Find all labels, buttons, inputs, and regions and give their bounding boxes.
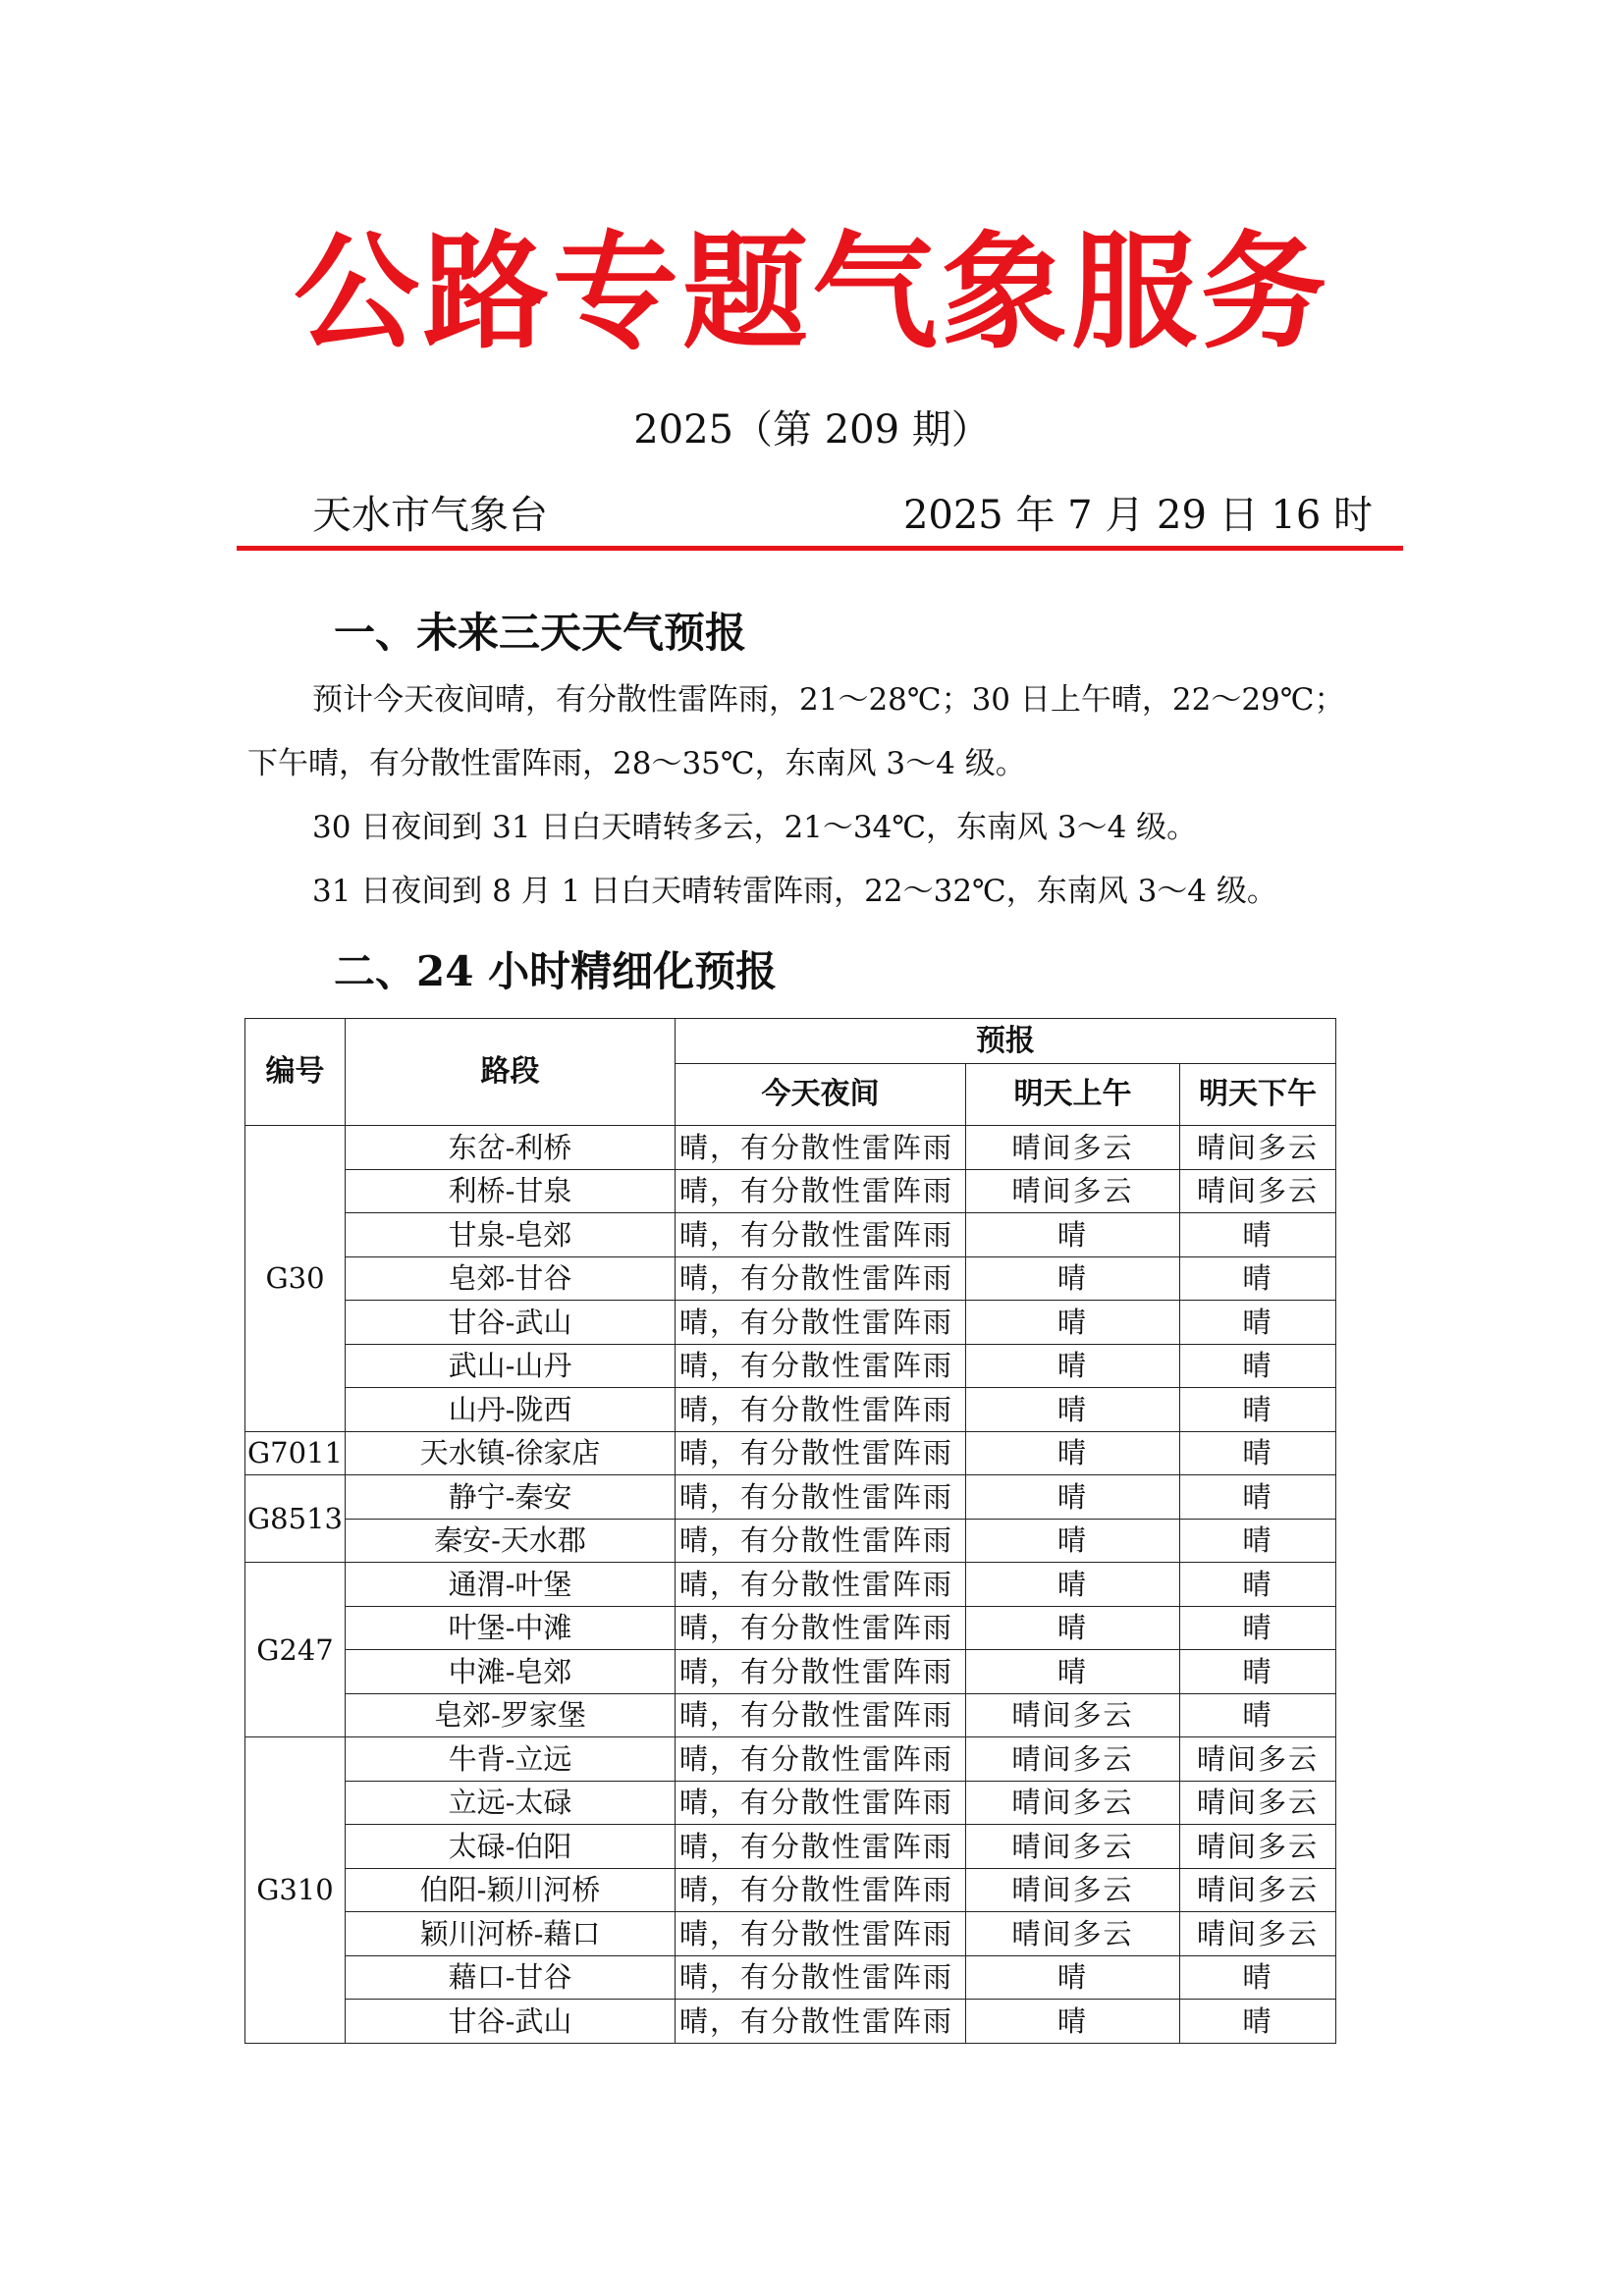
forecast-table-body	[245, 1126, 1336, 2044]
section1-heading: 一、未来三天天气预报	[334, 609, 747, 657]
table-row	[245, 1912, 1336, 1956]
tomorrow-pm-cell: 晴	[1180, 1256, 1336, 1301]
tonight-cell: 晴，有分散性雷阵雨	[676, 1388, 966, 1432]
tonight-cell: 晴，有分散性雷阵雨	[676, 1126, 966, 1170]
tomorrow-pm-cell: 晴间多云	[1180, 1781, 1336, 1825]
tomorrow-pm-cell: 晴	[1180, 1301, 1336, 1345]
tomorrow-pm-cell: 晴	[1180, 1431, 1336, 1475]
column-header-segment: 路段	[346, 1019, 676, 1126]
table-row	[245, 1344, 1336, 1388]
table-row	[245, 1519, 1336, 1563]
tomorrow-am-cell: 晴	[966, 1431, 1180, 1475]
segment-cell: 太碌-伯阳	[346, 1825, 676, 1869]
segment-cell: 立远-太碌	[346, 1781, 676, 1825]
tomorrow-pm-cell: 晴	[1180, 1213, 1336, 1257]
tomorrow-am-cell: 晴间多云	[966, 1126, 1180, 1170]
document-title: 公路专题气象服务	[293, 219, 1330, 366]
tomorrow-pm-cell: 晴间多云	[1180, 1825, 1336, 1869]
tomorrow-am-cell: 晴间多云	[966, 1912, 1180, 1956]
tomorrow-pm-cell: 晴	[1180, 2000, 1336, 2044]
tomorrow-am-cell: 晴间多云	[966, 1825, 1180, 1869]
tomorrow-pm-cell: 晴	[1180, 1344, 1336, 1388]
route-id-cell: G310	[245, 1737, 346, 2044]
tomorrow-pm-cell: 晴间多云	[1180, 1126, 1336, 1170]
tomorrow-pm-cell: 晴	[1180, 1563, 1336, 1607]
tonight-cell: 晴，有分散性雷阵雨	[676, 1650, 966, 1694]
route-id-cell: G8513	[245, 1475, 346, 1563]
tomorrow-am-cell: 晴	[966, 1344, 1180, 1388]
tomorrow-pm-cell: 晴间多云	[1180, 1169, 1336, 1213]
table-row	[245, 1475, 1336, 1520]
tomorrow-pm-cell: 晴	[1180, 1519, 1336, 1563]
tomorrow-pm-cell: 晴	[1180, 1606, 1336, 1650]
column-header-id: 编号	[245, 1019, 346, 1126]
segment-cell: 甘泉-皂郊	[346, 1213, 676, 1257]
tomorrow-am-cell: 晴	[966, 1650, 1180, 1694]
tonight-cell: 晴，有分散性雷阵雨	[676, 1519, 966, 1563]
table-row	[245, 1256, 1336, 1301]
tomorrow-am-cell: 晴间多云	[966, 1693, 1180, 1737]
table-row	[245, 2000, 1336, 2044]
table-row	[245, 1606, 1336, 1650]
segment-cell: 山丹-陇西	[346, 1388, 676, 1432]
tomorrow-am-cell: 晴间多云	[966, 1868, 1180, 1912]
tomorrow-pm-cell: 晴	[1180, 1955, 1336, 2000]
tonight-cell: 晴，有分散性雷阵雨	[676, 1606, 966, 1650]
segment-cell: 颖川河桥-藉口	[346, 1912, 676, 1956]
tonight-cell: 晴，有分散性雷阵雨	[676, 1912, 966, 1956]
segment-cell: 天水镇-徐家店	[346, 1431, 676, 1475]
tomorrow-am-cell: 晴	[966, 1256, 1180, 1301]
tonight-cell: 晴，有分散性雷阵雨	[676, 1431, 966, 1475]
issue-date: 2025 年 7 月 29 日 16 时	[902, 493, 1373, 538]
forecast-paragraph: 下午晴，有分散性雷阵雨，28～35℃，东南风 3～4 级。	[247, 746, 1026, 781]
tonight-cell: 晴，有分散性雷阵雨	[676, 1256, 966, 1301]
tomorrow-pm-cell: 晴	[1180, 1388, 1336, 1432]
issuer-name: 天水市气象台	[312, 493, 548, 538]
table-row	[245, 1955, 1336, 2000]
table-row	[245, 1301, 1336, 1345]
column-header-forecast: 预报	[676, 1019, 1336, 1064]
tomorrow-pm-cell: 晴间多云	[1180, 1912, 1336, 1956]
table-row	[245, 1563, 1336, 1607]
route-id-cell: G30	[245, 1126, 346, 1432]
tonight-cell: 晴，有分散性雷阵雨	[676, 2000, 966, 2044]
header-divider	[237, 546, 1403, 551]
segment-cell: 静宁-秦安	[346, 1475, 676, 1520]
table-row	[245, 1825, 1336, 1869]
table-row	[245, 1126, 1336, 1170]
table-row	[245, 1169, 1336, 1213]
tomorrow-pm-cell: 晴	[1180, 1693, 1336, 1737]
segment-cell: 皂郊-罗家堡	[346, 1693, 676, 1737]
tonight-cell: 晴，有分散性雷阵雨	[676, 1868, 966, 1912]
tomorrow-am-cell: 晴	[966, 1301, 1180, 1345]
table-row	[245, 1737, 1336, 1782]
tonight-cell: 晴，有分散性雷阵雨	[676, 1955, 966, 2000]
segment-cell: 叶堡-中滩	[346, 1606, 676, 1650]
tonight-cell: 晴，有分散性雷阵雨	[676, 1213, 966, 1257]
tomorrow-am-cell: 晴间多云	[966, 1781, 1180, 1825]
tomorrow-pm-cell: 晴间多云	[1180, 1868, 1336, 1912]
tomorrow-am-cell: 晴	[966, 1475, 1180, 1520]
tonight-cell: 晴，有分散性雷阵雨	[676, 1169, 966, 1213]
tomorrow-am-cell: 晴	[966, 1213, 1180, 1257]
segment-cell: 伯阳-颖川河桥	[346, 1868, 676, 1912]
segment-cell: 甘谷-武山	[346, 2000, 676, 2044]
tomorrow-am-cell: 晴	[966, 1955, 1180, 2000]
tomorrow-am-cell: 晴	[966, 1606, 1180, 1650]
table-row	[245, 1781, 1336, 1825]
tonight-cell: 晴，有分散性雷阵雨	[676, 1737, 966, 1782]
tomorrow-am-cell: 晴	[966, 2000, 1180, 2044]
tomorrow-pm-cell: 晴	[1180, 1650, 1336, 1694]
tomorrow-am-cell: 晴	[966, 1563, 1180, 1607]
segment-cell: 中滩-皂郊	[346, 1650, 676, 1694]
column-header-tonight: 今天夜间	[676, 1064, 966, 1126]
forecast-paragraph: 30 日夜间到 31 日白天晴转多云，21～34℃，东南风 3～4 级。	[312, 810, 1198, 845]
column-header-tomorrow-pm: 明天下午	[1180, 1064, 1336, 1126]
segment-cell: 皂郊-甘谷	[346, 1256, 676, 1301]
table-row	[245, 1650, 1336, 1694]
section2-heading: 二、24 小时精细化预报	[334, 947, 778, 995]
table-row	[245, 1868, 1336, 1912]
segment-cell: 藉口-甘谷	[346, 1955, 676, 2000]
segment-cell: 牛背-立远	[346, 1737, 676, 1782]
table-row	[245, 1388, 1336, 1432]
table-row	[245, 1693, 1336, 1737]
forecast-table	[244, 1018, 1336, 2044]
segment-cell: 利桥-甘泉	[346, 1169, 676, 1213]
segment-cell: 通渭-叶堡	[346, 1563, 676, 1607]
tomorrow-pm-cell: 晴间多云	[1180, 1737, 1336, 1782]
tomorrow-am-cell: 晴间多云	[966, 1169, 1180, 1213]
segment-cell: 东岔-利桥	[346, 1126, 676, 1170]
tomorrow-am-cell: 晴间多云	[966, 1737, 1180, 1782]
tonight-cell: 晴，有分散性雷阵雨	[676, 1344, 966, 1388]
tonight-cell: 晴，有分散性雷阵雨	[676, 1475, 966, 1520]
route-id-cell: G247	[245, 1563, 346, 1737]
tonight-cell: 晴，有分散性雷阵雨	[676, 1825, 966, 1869]
issue-number: 2025（第 209 期）	[633, 407, 991, 453]
tomorrow-am-cell: 晴	[966, 1519, 1180, 1563]
segment-cell: 武山-山丹	[346, 1344, 676, 1388]
tomorrow-am-cell: 晴	[966, 1388, 1180, 1432]
tonight-cell: 晴，有分散性雷阵雨	[676, 1781, 966, 1825]
tonight-cell: 晴，有分散性雷阵雨	[676, 1301, 966, 1345]
segment-cell: 甘谷-武山	[346, 1301, 676, 1345]
column-header-tomorrow-am: 明天上午	[966, 1064, 1180, 1126]
tonight-cell: 晴，有分散性雷阵雨	[676, 1563, 966, 1607]
route-id-cell: G7011	[245, 1431, 346, 1475]
tonight-cell: 晴，有分散性雷阵雨	[676, 1693, 966, 1737]
forecast-paragraph: 预计今天夜间晴，有分散性雷阵雨，21～28℃；30 日上午晴，22～29℃；	[312, 682, 1345, 718]
table-row	[245, 1431, 1336, 1475]
tomorrow-pm-cell: 晴	[1180, 1475, 1336, 1520]
table-row	[245, 1213, 1336, 1257]
segment-cell: 秦安-天水郡	[346, 1519, 676, 1563]
forecast-paragraph: 31 日夜间到 8 月 1 日白天晴转雷阵雨，22～32℃，东南风 3～4 级。	[312, 874, 1277, 909]
